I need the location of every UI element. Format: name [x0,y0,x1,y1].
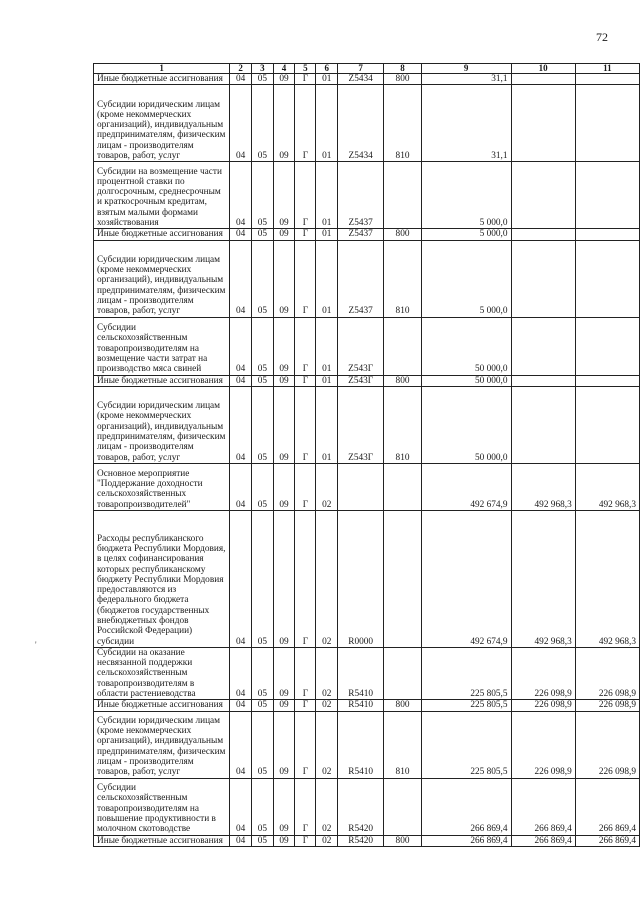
cell-c4: 09 [273,229,295,240]
cell-c3: 05 [252,375,274,386]
cell-c3: 05 [252,317,274,375]
cell-c7 [338,463,384,510]
cell-c4: 09 [273,835,295,846]
cell-c8: 800 [384,74,422,85]
cell-c11: 492 968,3 [575,510,639,647]
cell-c7: Z5437 [338,162,384,229]
cell-c7: R5410 [338,700,384,711]
cell-c7: Z5437 [338,240,384,317]
cell-c3: 05 [252,835,274,846]
cell-c7: Z5434 [338,74,384,85]
cell-c5: Г [295,463,316,510]
cell-c4: 09 [273,778,295,835]
table-row [94,375,640,386]
cell-c10 [511,240,575,317]
cell-c9: 266 869,4 [421,835,511,846]
column-header-7: 7 [338,64,384,74]
cell-c5: Г [295,317,316,375]
cell-c8 [384,647,422,699]
cell-c6: 01 [316,162,338,229]
cell-c9: 50 000,0 [421,375,511,386]
cell-c11: 226 098,9 [575,647,639,699]
cell-c5: Г [295,375,316,386]
cell-c10 [511,317,575,375]
cell-c8: 800 [384,700,422,711]
row-name: Иные бюджетные ассигнования [94,229,230,240]
cell-c2: 04 [230,229,252,240]
cell-c6: 02 [316,463,338,510]
row-name: Субсидии юридическим лицам (кроме некоммерческих организаций), индивидуальным предпринимателям, физическим лицам - производителям товаров, работ, услуг [94,85,230,162]
column-header-6: 6 [316,64,338,74]
cell-c3: 05 [252,240,274,317]
cell-c4: 09 [273,85,295,162]
cell-c4: 09 [273,510,295,647]
cell-c8: 810 [384,85,422,162]
cell-c11 [575,85,639,162]
cell-c8 [384,778,422,835]
cell-c3: 05 [252,229,274,240]
cell-c3: 05 [252,85,274,162]
cell-c9: 492 674,9 [421,510,511,647]
cell-c10 [511,375,575,386]
row-name: Субсидии сельскохозяйственным товаропроизводителям на повышение продуктивности в молочном скотоводстве [94,778,230,835]
cell-c6: 01 [316,229,338,240]
column-header-2: 2 [230,64,252,74]
cell-c4: 09 [273,162,295,229]
cell-c10: 226 098,9 [511,711,575,778]
cell-c6: 01 [316,85,338,162]
cell-c10: 492 968,3 [511,463,575,510]
cell-c8 [384,510,422,647]
cell-c5: Г [295,778,316,835]
cell-c8: 800 [384,229,422,240]
table-row [94,85,640,162]
cell-c8 [384,463,422,510]
cell-c5: Г [295,229,316,240]
cell-c2: 04 [230,386,252,463]
page-number: 72 [596,30,608,44]
cell-c11 [575,162,639,229]
cell-c9: 225 805,5 [421,711,511,778]
cell-c11: 226 098,9 [575,711,639,778]
cell-c4: 09 [273,240,295,317]
cell-c8 [384,317,422,375]
cell-c4: 09 [273,386,295,463]
cell-c6: 01 [316,240,338,317]
cell-c9: 5 000,0 [421,240,511,317]
table-row [94,463,640,510]
cell-c2: 04 [230,375,252,386]
cell-c5: Г [295,835,316,846]
table-row [94,229,640,240]
cell-c4: 09 [273,647,295,699]
cell-c8: 810 [384,386,422,463]
cell-c9: 266 869,4 [421,778,511,835]
table-row [94,386,640,463]
cell-c7: R5420 [338,778,384,835]
cell-c11 [575,375,639,386]
column-header-8: 8 [384,64,422,74]
cell-c11 [575,229,639,240]
column-header-9: 9 [421,64,511,74]
cell-c9: 50 000,0 [421,317,511,375]
cell-c10 [511,85,575,162]
cell-c5: Г [295,162,316,229]
cell-c6: 02 [316,510,338,647]
column-header-4: 4 [273,64,295,74]
row-name: Субсидии сельскохозяйственным товаропроизводителям на возмещение части затрат на производство мяса свиней [94,317,230,375]
cell-c10: 226 098,9 [511,700,575,711]
cell-c11: 266 869,4 [575,778,639,835]
scan-speck: ' [35,640,37,650]
table-row [94,700,640,711]
cell-c6: 02 [316,700,338,711]
cell-c9: 31,1 [421,85,511,162]
cell-c10 [511,386,575,463]
budget-table [93,63,640,847]
row-name: Субсидии на возмещение части процентной ставки по долгосрочным, среднесрочным и краткосрочным кредитам, взятым малыми формами хозяйствования [94,162,230,229]
cell-c2: 04 [230,74,252,85]
row-name: Основное мероприятие "Поддержание доходности сельскохозяйственных товаропроизводителей" [94,463,230,510]
cell-c8: 800 [384,375,422,386]
column-header-5: 5 [295,64,316,74]
cell-c2: 04 [230,700,252,711]
cell-c7: Z5434 [338,85,384,162]
cell-c2: 04 [230,835,252,846]
cell-c4: 09 [273,74,295,85]
cell-c2: 04 [230,510,252,647]
column-header-11: 11 [575,64,639,74]
table-row [94,711,640,778]
cell-c2: 04 [230,647,252,699]
cell-c2: 04 [230,85,252,162]
row-name: Иные бюджетные ассигнования [94,835,230,846]
table-row [94,835,640,846]
cell-c8: 810 [384,240,422,317]
cell-c6: 02 [316,778,338,835]
row-name: Субсидии юридическим лицам (кроме некоммерческих организаций), индивидуальным предпринимателям, физическим лицам - производителям товаров, работ, услуг [94,711,230,778]
column-header-1: 1 [94,64,230,74]
table-row [94,317,640,375]
cell-c9: 50 000,0 [421,386,511,463]
cell-c4: 09 [273,375,295,386]
cell-c6: 02 [316,835,338,846]
cell-c6: 01 [316,386,338,463]
cell-c10: 226 098,9 [511,647,575,699]
table-body [94,74,640,847]
cell-c7: R5410 [338,711,384,778]
cell-c2: 04 [230,162,252,229]
cell-c8 [384,162,422,229]
cell-c3: 05 [252,386,274,463]
column-header-10: 10 [511,64,575,74]
row-name: Субсидии юридическим лицам (кроме некоммерческих организаций), индивидуальным предпринимателям, физическим лицам - производителям товаров, работ, услуг [94,386,230,463]
cell-c7: Z5437 [338,229,384,240]
cell-c4: 09 [273,463,295,510]
cell-c2: 04 [230,711,252,778]
cell-c11 [575,74,639,85]
cell-c7: Z543Г [338,375,384,386]
cell-c5: Г [295,240,316,317]
cell-c3: 05 [252,700,274,711]
cell-c2: 04 [230,778,252,835]
cell-c11: 492 968,3 [575,463,639,510]
cell-c9: 5 000,0 [421,162,511,229]
cell-c9: 225 805,5 [421,647,511,699]
cell-c10 [511,162,575,229]
cell-c3: 05 [252,162,274,229]
cell-c3: 05 [252,778,274,835]
row-name: Иные бюджетные ассигнования [94,700,230,711]
cell-c11 [575,240,639,317]
cell-c10: 266 869,4 [511,835,575,846]
cell-c6: 02 [316,711,338,778]
cell-c9: 492 674,9 [421,463,511,510]
cell-c8: 800 [384,835,422,846]
cell-c5: Г [295,74,316,85]
cell-c10: 492 968,3 [511,510,575,647]
cell-c5: Г [295,510,316,647]
cell-c5: Г [295,700,316,711]
cell-c6: 02 [316,647,338,699]
cell-c5: Г [295,711,316,778]
cell-c3: 05 [252,647,274,699]
cell-c3: 05 [252,463,274,510]
cell-c10 [511,74,575,85]
table-row [94,240,640,317]
table-row [94,778,640,835]
cell-c11: 226 098,9 [575,700,639,711]
cell-c9: 225 805,5 [421,700,511,711]
row-name: Субсидии юридическим лицам (кроме некоммерческих организаций), индивидуальным предпринимателям, физическим лицам - производителям товаров, работ, услуг [94,240,230,317]
cell-c7: Z543Г [338,386,384,463]
table-row [94,162,640,229]
cell-c2: 04 [230,240,252,317]
cell-c7: R0000 [338,510,384,647]
cell-c4: 09 [273,317,295,375]
cell-c7: R5420 [338,835,384,846]
cell-c5: Г [295,85,316,162]
cell-c6: 01 [316,317,338,375]
cell-c3: 05 [252,711,274,778]
header-row [94,64,640,74]
cell-c6: 01 [316,74,338,85]
cell-c2: 04 [230,463,252,510]
row-name: Субсидии на оказание несвязанной поддержки сельскохозяйственным товаропроизводителям в области растениеводства [94,647,230,699]
cell-c4: 09 [273,700,295,711]
table-row [94,74,640,85]
row-name: Иные бюджетные ассигнования [94,375,230,386]
row-name: Иные бюджетные ассигнования [94,74,230,85]
cell-c7: R5410 [338,647,384,699]
table-row [94,510,640,647]
cell-c8: 810 [384,711,422,778]
cell-c5: Г [295,386,316,463]
cell-c2: 04 [230,317,252,375]
table-row [94,647,640,699]
column-header-3: 3 [252,64,274,74]
cell-c7: Z543Г [338,317,384,375]
cell-c6: 01 [316,375,338,386]
cell-c11 [575,317,639,375]
cell-c5: Г [295,647,316,699]
cell-c11 [575,386,639,463]
cell-c10 [511,229,575,240]
cell-c3: 05 [252,74,274,85]
cell-c9: 5 000,0 [421,229,511,240]
cell-c4: 09 [273,711,295,778]
row-name: Расходы республиканского бюджета Республики Мордовия, в целях софинансирования которых республиканскому бюджету Республики Мордовия предоставляются из федерального бюджета (бюджетов государственных внебюджетных фондов Российской Федерации) субсидии [94,510,230,647]
cell-c11: 266 869,4 [575,835,639,846]
cell-c3: 05 [252,510,274,647]
cell-c9: 31,1 [421,74,511,85]
cell-c10: 266 869,4 [511,778,575,835]
